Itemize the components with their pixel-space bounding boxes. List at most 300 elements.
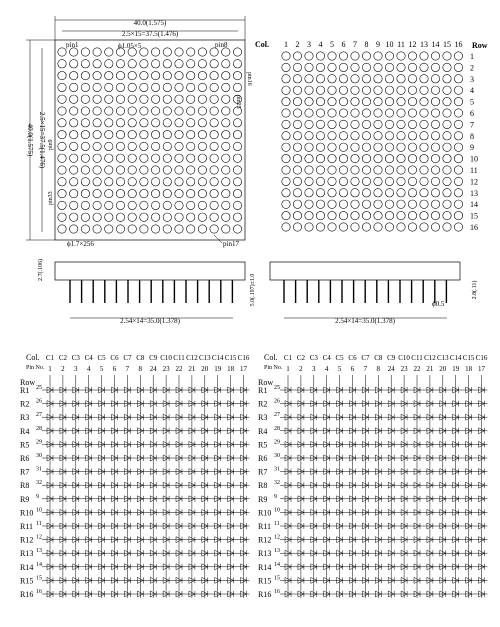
grid-col-number: 13 <box>420 40 428 49</box>
grid-led-dot <box>328 154 336 162</box>
led-hole <box>222 119 230 127</box>
led-hole <box>140 201 148 209</box>
side-body-left <box>55 262 245 280</box>
led-hole <box>81 154 89 162</box>
grid-led-dot <box>443 189 451 197</box>
grid-led-dot <box>431 63 439 71</box>
schem-col-pin: 7 <box>363 365 368 373</box>
grid-led-dot <box>328 109 336 117</box>
schem-row-pin: 31 <box>274 466 280 473</box>
schem-row-label: R7 <box>20 467 30 477</box>
grid-col-number: 4 <box>318 40 323 49</box>
grid-col-number: 5 <box>330 40 334 49</box>
led-hole <box>93 154 101 162</box>
grid-led-dot <box>443 86 451 94</box>
led-hole <box>210 178 218 186</box>
grid-led-dot <box>362 132 370 140</box>
schem-row-label: R14 <box>258 562 272 572</box>
grid-led-dot <box>454 109 462 117</box>
schem-row-pin: 13 <box>274 548 280 555</box>
grid-led-dot <box>316 143 324 151</box>
grid-led-dot <box>385 63 393 71</box>
led-hole <box>151 83 159 91</box>
grid-led-dot <box>454 97 462 105</box>
grid-led-dot <box>385 177 393 185</box>
led-hole <box>58 201 66 209</box>
led-hole <box>140 142 148 150</box>
schem-col-pin: 23 <box>162 365 170 373</box>
schem-col-label: C13 <box>436 354 449 362</box>
led-hole <box>187 201 195 209</box>
grid-led-dot <box>374 52 382 60</box>
grid-led-dot <box>420 97 428 105</box>
front-hole-grid <box>58 48 242 233</box>
led-hole <box>175 83 183 91</box>
grid-led-dot <box>282 97 290 105</box>
grid-led-dot <box>339 223 347 231</box>
led-hole <box>116 95 124 103</box>
schem-row-pin: 29 <box>274 439 280 446</box>
grid-led-dot <box>420 211 428 219</box>
led-hole <box>116 225 124 233</box>
grid-led-dot <box>282 189 290 197</box>
grid-led-dot <box>339 132 347 140</box>
grid-led-dot <box>408 86 416 94</box>
grid-led-dot <box>351 154 359 162</box>
grid-col-number: 14 <box>431 40 440 49</box>
led-hole <box>233 130 241 138</box>
schem-col-label: C1 <box>45 354 55 362</box>
led-hole <box>187 189 195 197</box>
led-hole <box>140 130 148 138</box>
led-hole <box>233 166 241 174</box>
led-hole <box>140 95 148 103</box>
led-hole <box>105 60 113 68</box>
led-hole <box>222 189 230 197</box>
grid-led-dot <box>397 211 405 219</box>
schem-col-hdr: Col. <box>264 353 278 362</box>
grid-led-dot <box>374 75 382 83</box>
grid-led-dot <box>316 52 324 60</box>
schem-col-label: C8 <box>136 354 145 362</box>
schem-col-label: C3 <box>71 354 80 362</box>
grid-row-number: 12 <box>470 177 478 187</box>
led-hole <box>210 201 218 209</box>
grid-led-dot <box>443 211 451 219</box>
grid-led-dot <box>282 211 290 219</box>
led-hole <box>175 225 183 233</box>
led-hole <box>233 201 241 209</box>
led-hole <box>175 166 183 174</box>
schem-row-label: R13 <box>258 549 272 559</box>
grid-led-dot <box>328 189 336 197</box>
grid-led-dot <box>316 211 324 219</box>
schem-col-pin: 20 <box>201 365 209 373</box>
grid-led-dot <box>282 109 290 117</box>
led-hole <box>210 71 218 79</box>
led-hole <box>163 119 171 127</box>
grid-row-number: 6 <box>470 109 474 118</box>
grid-led-dot <box>328 177 336 185</box>
schem-col-pin: 22 <box>413 365 421 373</box>
side-left-height-label: 2.7(.106) <box>38 259 44 281</box>
grid-led-dot <box>328 223 336 231</box>
led-hole <box>187 178 195 186</box>
grid-led-dot <box>443 154 451 162</box>
grid-led-dot <box>420 154 428 162</box>
led-hole <box>105 119 113 127</box>
led-hole <box>140 60 148 68</box>
grid-led-dot <box>385 97 393 105</box>
grid-led-dot <box>305 154 313 162</box>
led-hole <box>163 130 171 138</box>
schem-col-label: C2 <box>296 354 305 362</box>
schem-row-pin: 9 <box>36 493 39 500</box>
grid-led-dot <box>328 200 336 208</box>
schem-col-pin: 24 <box>387 365 395 373</box>
grid-led-dot <box>374 132 382 140</box>
grid-led-dot <box>431 86 439 94</box>
led-hole <box>222 201 230 209</box>
grid-led-dot <box>339 120 347 128</box>
grid-led-dot <box>362 75 370 83</box>
led-hole <box>198 130 206 138</box>
led-hole <box>187 154 195 162</box>
grid-led-dot <box>408 200 416 208</box>
schem-col-pin: 19 <box>214 365 222 373</box>
led-hole <box>222 213 230 221</box>
led-hole <box>81 166 89 174</box>
led-hole <box>128 178 136 186</box>
led-hole <box>187 142 195 150</box>
led-hole <box>93 71 101 79</box>
led-hole <box>81 213 89 221</box>
led-hole <box>128 225 136 233</box>
led-hole <box>93 119 101 127</box>
led-hole <box>222 166 230 174</box>
schem-row-label: R9 <box>20 494 30 504</box>
led-hole <box>151 95 159 103</box>
schem-col-label: C11 <box>173 354 185 362</box>
led-hole <box>175 154 183 162</box>
grid-col-label: Col. <box>255 40 269 49</box>
schem-row-pin: 16 <box>36 589 42 595</box>
schem-row-pin: 28 <box>36 425 42 432</box>
schem-col-pin: 4 <box>324 365 329 373</box>
grid-led-dot <box>293 97 301 105</box>
grid-led-dot <box>408 211 416 219</box>
side-left-pinlen-label: 5.0(.197)±1.0 <box>250 273 256 307</box>
grid-led-dot <box>293 75 301 83</box>
schem-col-label: C2 <box>58 354 67 362</box>
grid-led-dot <box>385 200 393 208</box>
led-hole <box>58 142 66 150</box>
led-hole <box>198 95 206 103</box>
schem-row-label: R2 <box>20 399 30 409</box>
led-hole <box>151 166 159 174</box>
grid-row-number: 5 <box>470 97 474 107</box>
schem-row-pin: 12 <box>36 534 42 541</box>
schem-col-label: C11 <box>411 354 423 362</box>
grid-led-dot <box>420 189 428 197</box>
grid-led-dot <box>454 143 462 151</box>
schem-col-pin: 3 <box>74 365 78 373</box>
grid-col-number: 3 <box>307 40 311 49</box>
grid-led-dots <box>282 52 463 231</box>
grid-led-dot <box>420 143 428 151</box>
schem-col-hdr: Col. <box>26 353 40 362</box>
led-hole <box>151 48 159 56</box>
grid-led-dot <box>374 189 382 197</box>
side-pins-right <box>284 280 446 303</box>
grid-led-dot <box>305 86 313 94</box>
schem-col-pin: 18 <box>465 365 473 373</box>
grid-led-dot <box>443 177 451 185</box>
schem-col-pin: 3 <box>312 365 316 373</box>
led-hole <box>175 48 183 56</box>
grid-led-dot <box>305 177 313 185</box>
led-hole <box>70 225 78 233</box>
grid-led-dot <box>397 86 405 94</box>
schem-row-label: R1 <box>258 386 268 395</box>
led-hole <box>105 189 113 197</box>
grid-col-number: 9 <box>376 40 380 49</box>
grid-led-dot <box>385 223 393 231</box>
schem-col-label: C3 <box>309 354 318 362</box>
schem-col-label: C6 <box>348 354 357 362</box>
led-hole <box>198 201 206 209</box>
grid-led-dot <box>282 177 290 185</box>
grid-led-dot <box>397 166 405 174</box>
grid-col-number: 15 <box>443 40 451 49</box>
led-hole <box>128 201 136 209</box>
led-hole <box>81 107 89 115</box>
led-hole <box>105 154 113 162</box>
schem-row-label: R3 <box>258 413 268 423</box>
grid-led-dot <box>293 120 301 128</box>
grid-led-dot <box>351 200 359 208</box>
schem-col-label: C8 <box>374 354 383 362</box>
led-hole <box>151 178 159 186</box>
schem-row-pin: 13 <box>36 548 42 555</box>
grid-led-dot <box>408 97 416 105</box>
grid-led-dot <box>293 109 301 117</box>
led-hole <box>81 225 89 233</box>
grid-led-dot <box>293 166 301 174</box>
grid-led-dot <box>397 109 405 117</box>
schem-row-label: R4 <box>20 426 30 436</box>
grid-led-dot <box>420 132 428 140</box>
led-hole <box>140 178 148 186</box>
grid-led-dot <box>351 109 359 117</box>
led-hole <box>70 48 78 56</box>
grid-led-dot <box>374 211 382 219</box>
led-hole <box>116 107 124 115</box>
led-hole <box>70 154 78 162</box>
led-hole <box>198 142 206 150</box>
schem-col-pin: 2 <box>61 365 65 373</box>
schem-row-label: R10 <box>20 508 34 518</box>
led-hole <box>151 189 159 197</box>
led-hole <box>105 201 113 209</box>
led-hole <box>93 142 101 150</box>
grid-led-dot <box>408 52 416 60</box>
grid-led-dot <box>408 109 416 117</box>
grid-led-dot <box>443 52 451 60</box>
grid-led-dot <box>305 75 313 83</box>
side-pins-left <box>70 280 232 303</box>
led-hole <box>70 213 78 221</box>
pin16-label: pin16 <box>246 72 252 86</box>
grid-led-dot <box>431 75 439 83</box>
grid-led-dot <box>431 143 439 151</box>
grid-led-dot <box>420 63 428 71</box>
grid-col-number: 16 <box>454 40 463 49</box>
led-hole <box>140 71 148 79</box>
grid-led-dot <box>454 63 462 71</box>
led-hole <box>210 60 218 68</box>
led-hole <box>163 60 171 68</box>
grid-led-dot <box>385 52 393 60</box>
schem-col-pin: 19 <box>452 365 460 373</box>
grid-led-dot <box>305 109 313 117</box>
led-hole <box>105 213 113 221</box>
led-hole <box>233 60 241 68</box>
side-right-pindia-label: ϕ0.5 <box>432 300 445 308</box>
schem-row-pin: 12 <box>274 534 280 541</box>
grid-led-dot <box>282 120 290 128</box>
schem-row-label: R2 <box>258 399 268 409</box>
grid-led-dot <box>351 75 359 83</box>
grid-led-dot <box>282 143 290 151</box>
led-hole <box>210 189 218 197</box>
grid-led-dot <box>316 120 324 128</box>
grid-led-dot <box>431 189 439 197</box>
led-hole <box>70 130 78 138</box>
schem-row-label: R6 <box>20 454 30 463</box>
led-hole <box>70 166 78 174</box>
grid-led-dot <box>454 75 462 83</box>
grid-led-dot <box>408 223 416 231</box>
led-hole <box>105 142 113 150</box>
grid-led-dot <box>282 154 290 162</box>
grid-col-number: 2 <box>295 40 300 49</box>
led-hole <box>187 71 195 79</box>
grid-led-dot <box>385 120 393 128</box>
grid-led-dot <box>339 86 347 94</box>
schem-col-pin: 2 <box>299 365 303 373</box>
schem-col-label: C16 <box>475 354 488 362</box>
grid-led-dot <box>339 75 347 83</box>
led-hole <box>81 178 89 186</box>
grid-led-dot <box>374 223 382 231</box>
grid-led-dot <box>328 52 336 60</box>
schem-col-pin: 5 <box>99 365 104 373</box>
grid-led-dot <box>420 120 428 128</box>
schem-row-label: R6 <box>258 454 268 463</box>
led-hole <box>128 189 136 197</box>
grid-led-dot <box>351 86 359 94</box>
led-hole <box>93 83 101 91</box>
led-hole <box>163 213 171 221</box>
led-hole <box>163 201 171 209</box>
led-hole <box>222 95 230 103</box>
led-hole <box>210 142 218 150</box>
grid-led-dot <box>339 177 347 185</box>
led-hole <box>233 83 241 91</box>
led-hole <box>70 83 78 91</box>
led-hole <box>116 154 124 162</box>
grid-led-dot <box>385 132 393 140</box>
led-hole <box>175 213 183 221</box>
grid-led-dot <box>443 120 451 128</box>
grid-row-number: 11 <box>470 166 478 175</box>
led-hole <box>187 83 195 91</box>
grid-led-dot <box>362 166 370 174</box>
led-hole <box>81 48 89 56</box>
grid-led-dot <box>385 154 393 162</box>
led-hole <box>93 189 101 197</box>
grid-led-dot <box>374 86 382 94</box>
grid-led-dot <box>293 52 301 60</box>
schem-col-pin: 6 <box>112 365 117 373</box>
schem-row-label: R10 <box>258 508 272 518</box>
led-hole <box>140 83 148 91</box>
led-hole <box>175 178 183 186</box>
led-hole <box>151 201 159 209</box>
grid-led-dot <box>454 52 462 60</box>
led-hole <box>233 142 241 150</box>
led-hole <box>58 213 66 221</box>
led-hole <box>233 71 241 79</box>
led-hole <box>163 71 171 79</box>
led-hole <box>210 48 218 56</box>
led-hole <box>116 130 124 138</box>
grid-led-dot <box>454 86 462 94</box>
grid-row-number: 14 <box>470 200 478 210</box>
pin9-label: pin9 <box>48 139 54 150</box>
led-hole <box>105 83 113 91</box>
schem-row-pin: 14 <box>274 561 280 568</box>
grid-col-number: 1 <box>284 40 288 49</box>
grid-row-numbers <box>470 52 478 232</box>
schem-row-pin: 25 <box>274 385 280 391</box>
grid-led-dot <box>443 132 451 140</box>
grid-led-dot <box>397 132 405 140</box>
led-hole <box>81 119 89 127</box>
led-hole <box>105 95 113 103</box>
grid-led-dot <box>454 177 462 185</box>
grid-col-number: 10 <box>385 40 394 49</box>
led-hole <box>128 130 136 138</box>
grid-led-dot <box>328 63 336 71</box>
grid-led-dot <box>351 63 359 71</box>
led-hole <box>58 178 66 186</box>
grid-led-dot <box>339 97 347 105</box>
grid-led-dot <box>339 189 347 197</box>
grid-led-dot <box>454 223 462 231</box>
led-hole <box>175 201 183 209</box>
grid-led-dot <box>420 223 428 231</box>
schem-col-pin: 23 <box>400 365 408 373</box>
grid-led-dot <box>316 75 324 83</box>
led-hole <box>105 166 113 174</box>
led-hole <box>70 189 78 197</box>
grid-led-dot <box>293 132 301 140</box>
grid-led-dot <box>293 154 301 162</box>
schem-col-label: C6 <box>110 354 119 362</box>
grid-led-dot <box>282 52 290 60</box>
